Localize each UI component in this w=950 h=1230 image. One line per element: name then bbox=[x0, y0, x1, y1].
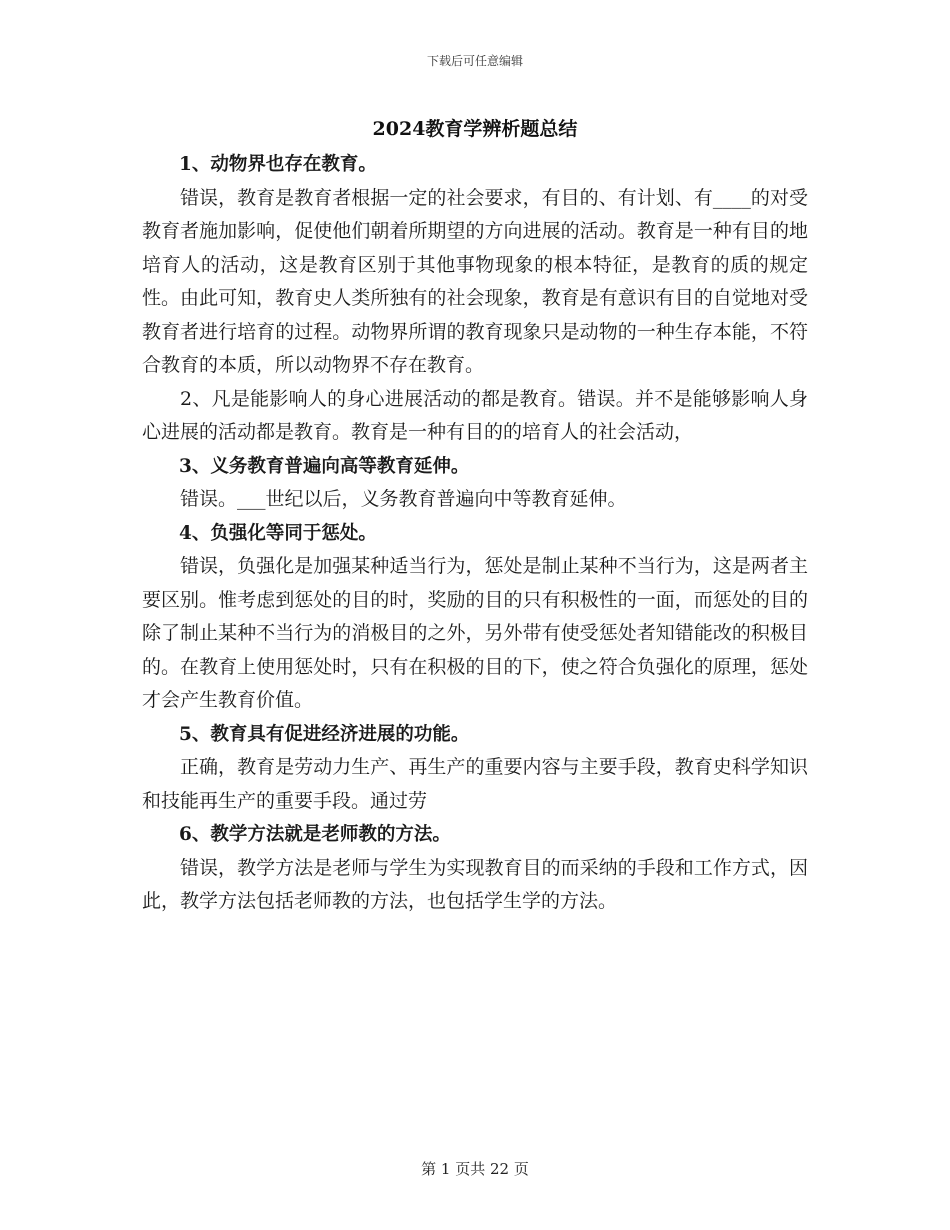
page-header: 下载后可任意编辑 bbox=[426, 54, 523, 68]
body-paragraph: 2、凡是能影响人的身心进展活动的都是教育。错误。并不是能够影响人身心进展的活动都是教育。教育是一种有目的的培育人的社会活动， bbox=[142, 387, 808, 443]
heading-paragraph: 6、教学方法就是老师教的方法。 bbox=[179, 824, 451, 845]
body-paragraph: 正确，教育是劳动力生产、再生产的重要内容与主要手段，教育史科学知识和技能再生产的重要手段。通过劳 bbox=[142, 756, 808, 812]
heading-paragraph: 3、义务教育普遍向高等教育延伸。 bbox=[179, 455, 470, 477]
body-paragraph: 错误，负强化是加强某种适当行为，惩处是制止某种不当行为，这是两者主要区别。惟考虑到惩处的目的时，奖励的目的只有积极性的一面，而惩处的目的除了制止某种不当行为的消极目的之外，另外带有使受惩处者知错能改的积极目的。在教育上使用惩处时，只有在积极的目的下，使之符合负强化的原理，惩处才会产生教育价值。 bbox=[142, 555, 808, 711]
heading-paragraph: 4、负强化等同于惩处。 bbox=[179, 522, 377, 544]
heading-paragraph: 5、教育具有促进经济进展的功能。 bbox=[179, 723, 470, 745]
body-paragraph: 错误，教育是教育者根据一定的社会要求，有目的、有计划、有____的对受教育者施加影响，促使他们朝着所期望的方向进展的活动。教育是一种有目的地培育人的活动，这是教育区别于其他事物现象的根本特征，是教育的质的规定性。由此可知，教育史人类所独有的社会现象，教育是有意识有目的自觉地对受教育者进行培育的过程。动物界所谓的教育现象只是动物的一种生存本能，不符合教育的本质，所以动物界不存在教育。 bbox=[142, 186, 808, 376]
body-paragraph: 错误，教学方法是老师与学生为实现教育目的而采纳的手段和工作方式，因此，教学方法包括老师教的方法，也包括学生学的方法。 bbox=[142, 856, 808, 912]
document-body bbox=[142, 148, 808, 919]
body-paragraph: 错误。___世纪以后，义务教育普遍向中等教育延伸。 bbox=[180, 488, 627, 510]
heading-paragraph: 1、动物界也存在教育。 bbox=[179, 154, 377, 175]
page-footer: 第 1 页共 22 页 bbox=[421, 1160, 529, 1178]
document-title: 2024教育学辨析题总结 bbox=[372, 118, 578, 140]
